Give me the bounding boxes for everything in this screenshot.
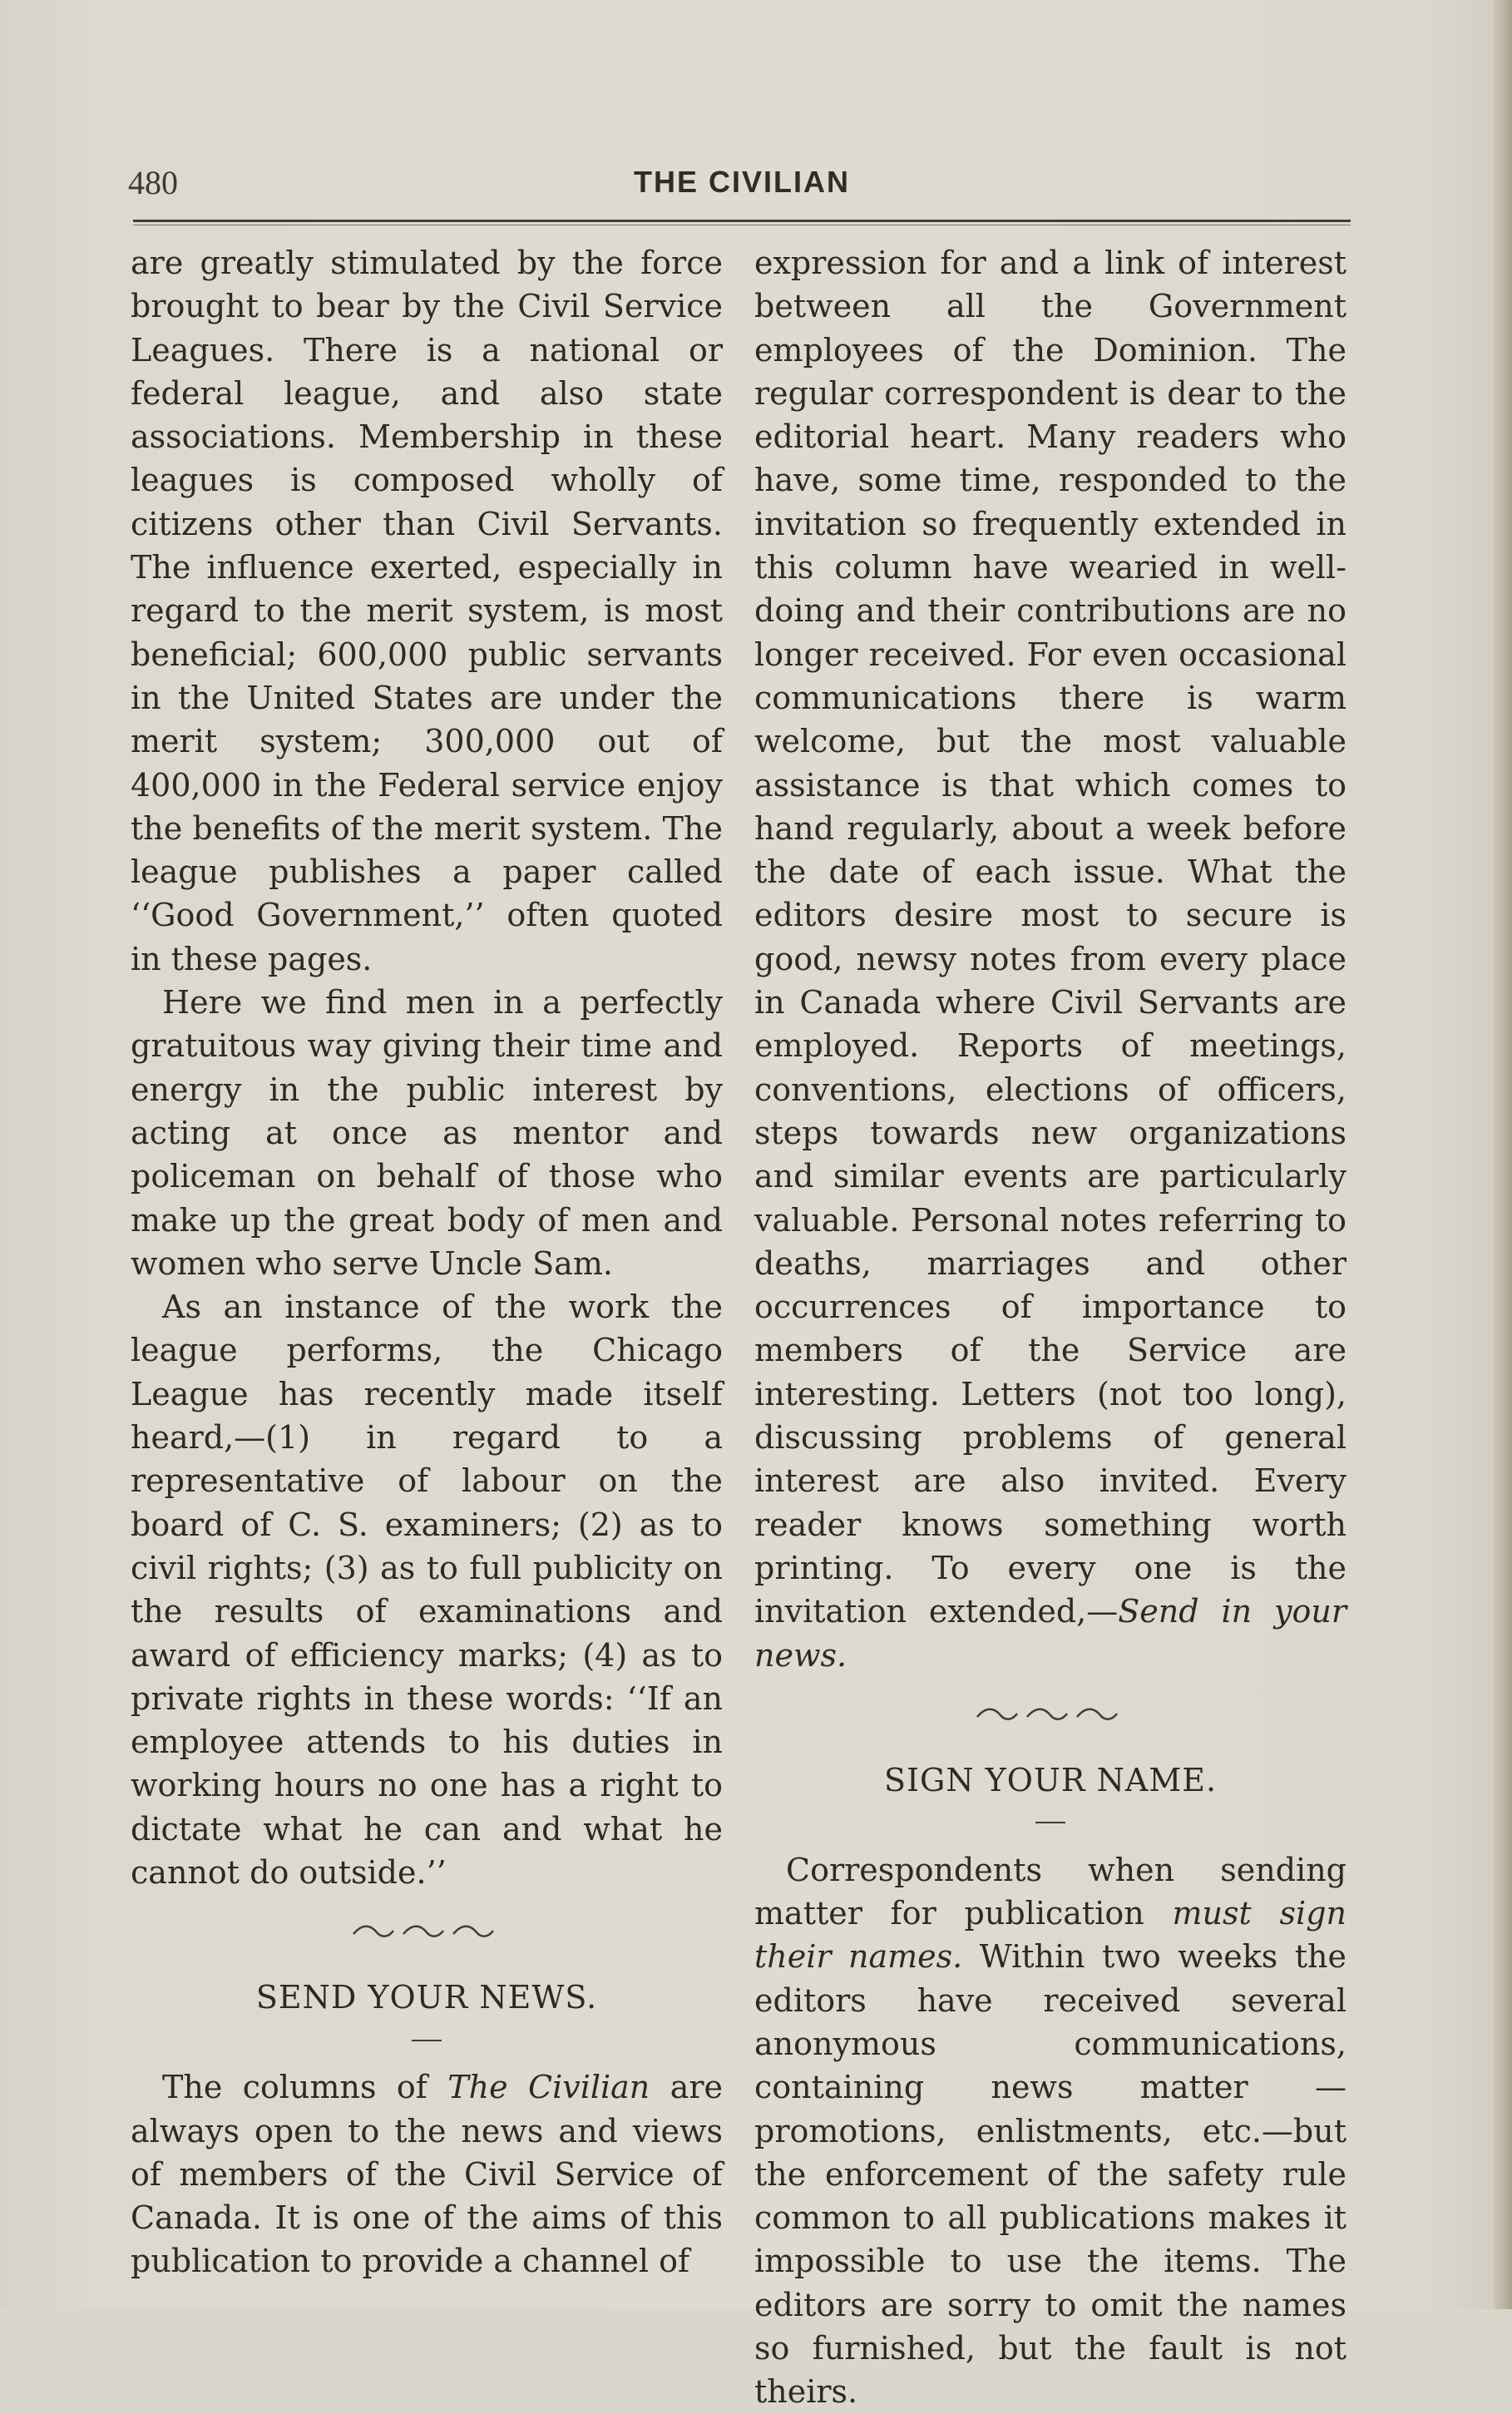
section-ornament (754, 1699, 1346, 1750)
header-rule (133, 220, 1351, 225)
section-title: SEND YOUR NEWS. (255, 1979, 598, 2016)
page-header (126, 163, 1357, 205)
running-title: THE CIVILIAN (633, 165, 850, 199)
page-edge (1494, 0, 1512, 2309)
paragraph: As an instance of the work the league performs, the Chicago League has recently made itself heard,—(1) in regard to a representative of labour on the board of C. S. examiners; (2) as to civil rights; (3) as to full publicity on the results of examinations and award of efficiency marks; (4) as to private rights in these words: ‘‘If an employee attends to his duties in working hours no one has a right to dictate what he can and what he cannot do outside.’’ (131, 1289, 723, 1891)
paragraph: are greatly stimulated by the force brought to bear by the Civil Service Leagues. There is a national or federal league, and also state associations. Membership in these leagues is composed wholly of citizens other than Civil Servants. The influence exerted, especially in regard to the merit system, is most beneficial; 600,000 public servants in the United States are under the merit system; 300,000 out of 400,000 in the Federal service enjoy the benefits of the merit system. The league publishes a paper called ‘‘Good Government,’’ often quoted in these pages. (131, 245, 723, 977)
paragraph: Correspondents when sending matter for publication must sign their names. Within two weeks the editors have received several anonymous communications, containing news matter —promotions, enlistments, etc.—but the enforcement of the safety rule common to all publications makes it impossible to use the items. The editors are sorry to omit the names so furnished, but the fault is not theirs. (754, 1851, 1346, 2411)
title-dash (754, 1802, 1346, 1838)
title-dash (131, 2019, 723, 2055)
section-ornament (131, 1916, 723, 1967)
section-title: SIGN YOUR NAME. (883, 1761, 1218, 1798)
paragraph: expression for and a link of interest between all the Government employees of the Dominion. The regular correspondent is dear to the editorial heart. Many readers who have, some time, responded to the invitation so frequently extended in this column have wearied in well-doing and their contributions are no longer received. For even occasional communications there is warm welcome, but the most valuable assistance is that which comes to hand regularly, about a week before the date of each issue. What the editors desire most to secure is good, newsy notes from every place in Canada where Civil Servants are employed. Reports of meetings, conventions, elections of officers, steps towards new organizations and similar events are particularly valuable. Personal notes referring to deaths, marriages and other occurrences of importance to members of the Service are interesting. Letters (not too long), discussing problems of general interest are also invited. Every reader knows something worth printing. To every one is the invitation extended,—Send in your news. (754, 245, 1346, 1674)
left-column (131, 241, 723, 2283)
right-column (754, 241, 1346, 2414)
italic-text: Send in your news. (754, 1593, 1346, 1674)
paragraph: Here we find men in a perfectly gratuitous way giving their time and energy in the public interest by acting at once as mentor and policeman on behalf of those who make up the great body of men and women who serve Uncle Sam. (131, 984, 723, 1282)
italic-title: The Civilian (447, 2069, 650, 2106)
page-number: 480 (128, 164, 178, 201)
paragraph: The columns of The Civilian are always open to the news and views of members of the Civil Service of Canada. It is one of the aims of this publication to provide a channel of (131, 2069, 723, 2280)
italic-text: must sign their names. (754, 1895, 1346, 1976)
